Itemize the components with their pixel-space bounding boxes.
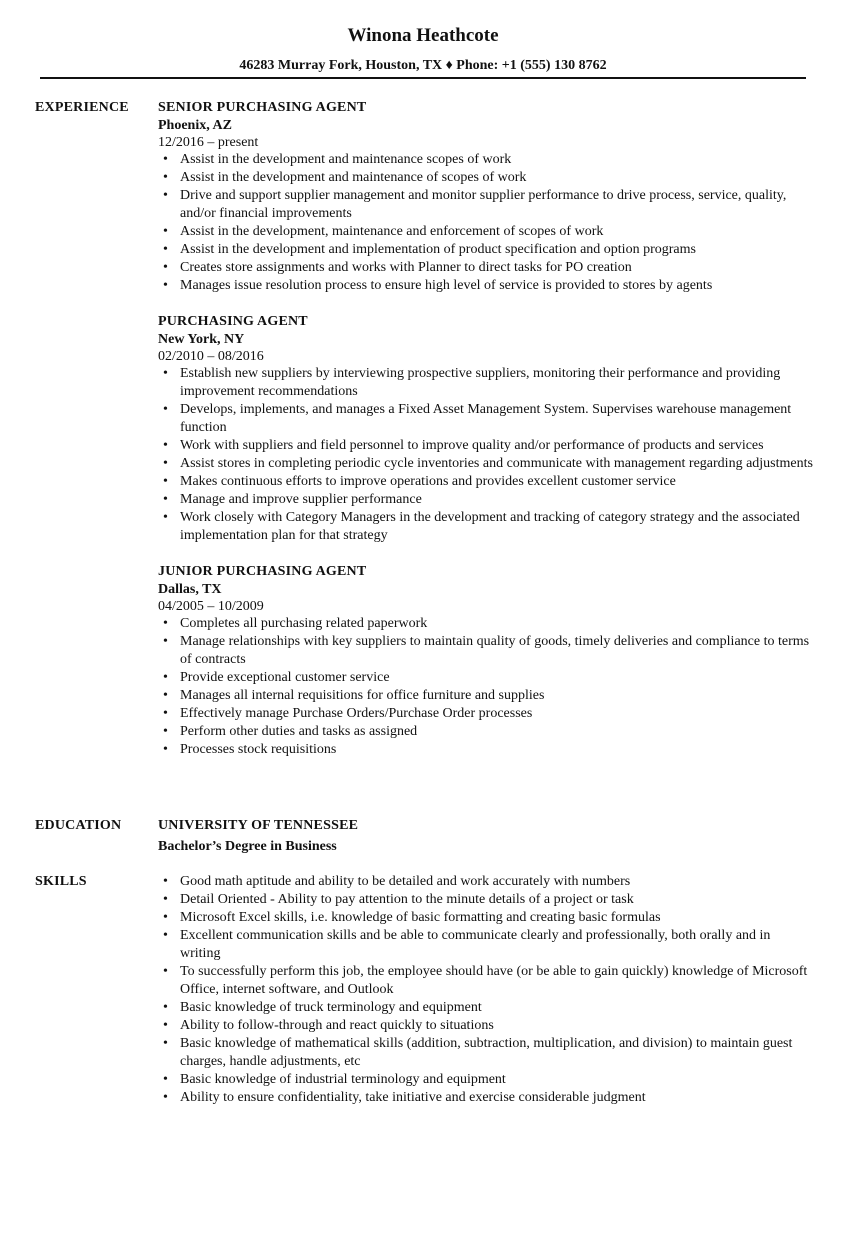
education-body	[158, 817, 813, 856]
list-item: • Manage and improve supplier performance	[158, 491, 813, 509]
job-location: Dallas, TX	[158, 582, 222, 597]
list-item: • Manage relationships with key suppliers to maintain quality of goods, timely deliveries and compliance to terms of contracts	[158, 633, 813, 669]
job-duties-list	[158, 151, 813, 295]
list-item: • Basic knowledge of mathematical skills (addition, subtraction, multiplication, and division) to maintain guest charges, handle adjustments, etc	[158, 1035, 813, 1071]
job-duties-list	[158, 615, 813, 759]
job-location: Phoenix, AZ	[158, 118, 232, 133]
list-item: • Develops, implements, and manages a Fixed Asset Management System. Supervises warehouse management function	[158, 401, 813, 437]
job-location: New York, NY	[158, 332, 245, 347]
job-title: PURCHASING AGENT	[158, 314, 308, 329]
list-item: • Assist in the development, maintenance and enforcement of scopes of work	[158, 223, 813, 241]
skills-list	[158, 873, 813, 1107]
contact-line: 46283 Murray Fork, Houston, TX ♦ Phone: +1 (555) 130 8762	[239, 58, 607, 73]
list-item: • Assist in the development and implementation of product specification and option programs	[158, 241, 813, 259]
list-item: • Assist in the development and maintenance scopes of work	[158, 151, 813, 169]
job-dates: 02/2010 – 08/2016	[158, 349, 264, 364]
list-item: • Effectively manage Purchase Orders/Purchase Order processes	[158, 705, 813, 723]
list-item: • Provide exceptional customer service	[158, 669, 813, 687]
list-item: • Basic knowledge of truck terminology and equipment	[158, 999, 813, 1017]
job-dates: 04/2005 – 10/2009	[158, 599, 264, 614]
list-item: • Basic knowledge of industrial terminology and equipment	[158, 1071, 813, 1089]
list-item: • Perform other duties and tasks as assigned	[158, 723, 813, 741]
resume-header	[40, 24, 806, 75]
list-item: • Assist stores in completing periodic cycle inventories and communicate with management regarding adjustments	[158, 455, 813, 473]
list-item: • Makes continuous efforts to improve operations and provides excellent customer service	[158, 473, 813, 491]
list-item: • To successfully perform this job, the employee should have (or be able to gain quickly) knowledge of Microsoft Office, internet software, and Outlook	[158, 963, 813, 999]
job-entry	[158, 313, 813, 545]
list-item: • Good math aptitude and ability to be detailed and work accurately with numbers	[158, 873, 813, 891]
list-item: • Establish new suppliers by interviewing prospective suppliers, monitoring their performance and providing improvement recommendations	[158, 365, 813, 401]
list-item: • Work with suppliers and field personnel to improve quality and/or performance of products and services	[158, 437, 813, 455]
section-title-skills: SKILLS	[35, 874, 87, 889]
list-item: • Assist in the development and maintenance of scopes of work	[158, 169, 813, 187]
school-name: UNIVERSITY OF TENNESSEE	[158, 818, 359, 833]
list-item: • Drive and support supplier management and monitor supplier performance to drive process, service, quality, and/or financial improvements	[158, 187, 813, 223]
experience-body	[158, 99, 813, 759]
list-item: • Work closely with Category Managers in the development and tracking of category strategy and the associated implementation plan for that strategy	[158, 509, 813, 545]
list-item: • Creates store assignments and works with Planner to direct tasks for PO creation	[158, 259, 813, 277]
job-entry	[158, 563, 813, 759]
list-item: • Manages issue resolution process to ensure high level of service is provided to stores by agents	[158, 277, 813, 295]
job-title: JUNIOR PURCHASING AGENT	[158, 564, 367, 579]
job-duties-list	[158, 365, 813, 545]
job-title: SENIOR PURCHASING AGENT	[158, 100, 367, 115]
list-item: • Processes stock requisitions	[158, 741, 813, 759]
list-item: • Completes all purchasing related paperwork	[158, 615, 813, 633]
list-item: • Ability to ensure confidentiality, take initiative and exercise considerable judgment	[158, 1089, 813, 1107]
skills-body	[158, 873, 813, 1107]
list-item: • Manages all internal requisitions for office furniture and supplies	[158, 687, 813, 705]
job-dates: 12/2016 – present	[158, 135, 259, 150]
section-title-experience: EXPERIENCE	[35, 100, 129, 115]
header-divider	[40, 77, 806, 79]
candidate-name: Winona Heathcote	[347, 25, 499, 46]
job-entry	[158, 99, 813, 295]
list-item: • Microsoft Excel skills, i.e. knowledge of basic formatting and creating basic formulas	[158, 909, 813, 927]
list-item: • Detail Oriented - Ability to pay attention to the minute details of a project or task	[158, 891, 813, 909]
list-item: • Ability to follow-through and react quickly to situations	[158, 1017, 813, 1035]
section-title-education: EDUCATION	[35, 818, 122, 833]
degree-name: Bachelor’s Degree in Business	[158, 839, 337, 854]
list-item: • Excellent communication skills and be able to communicate clearly and professionally, both orally and in writing	[158, 927, 813, 963]
